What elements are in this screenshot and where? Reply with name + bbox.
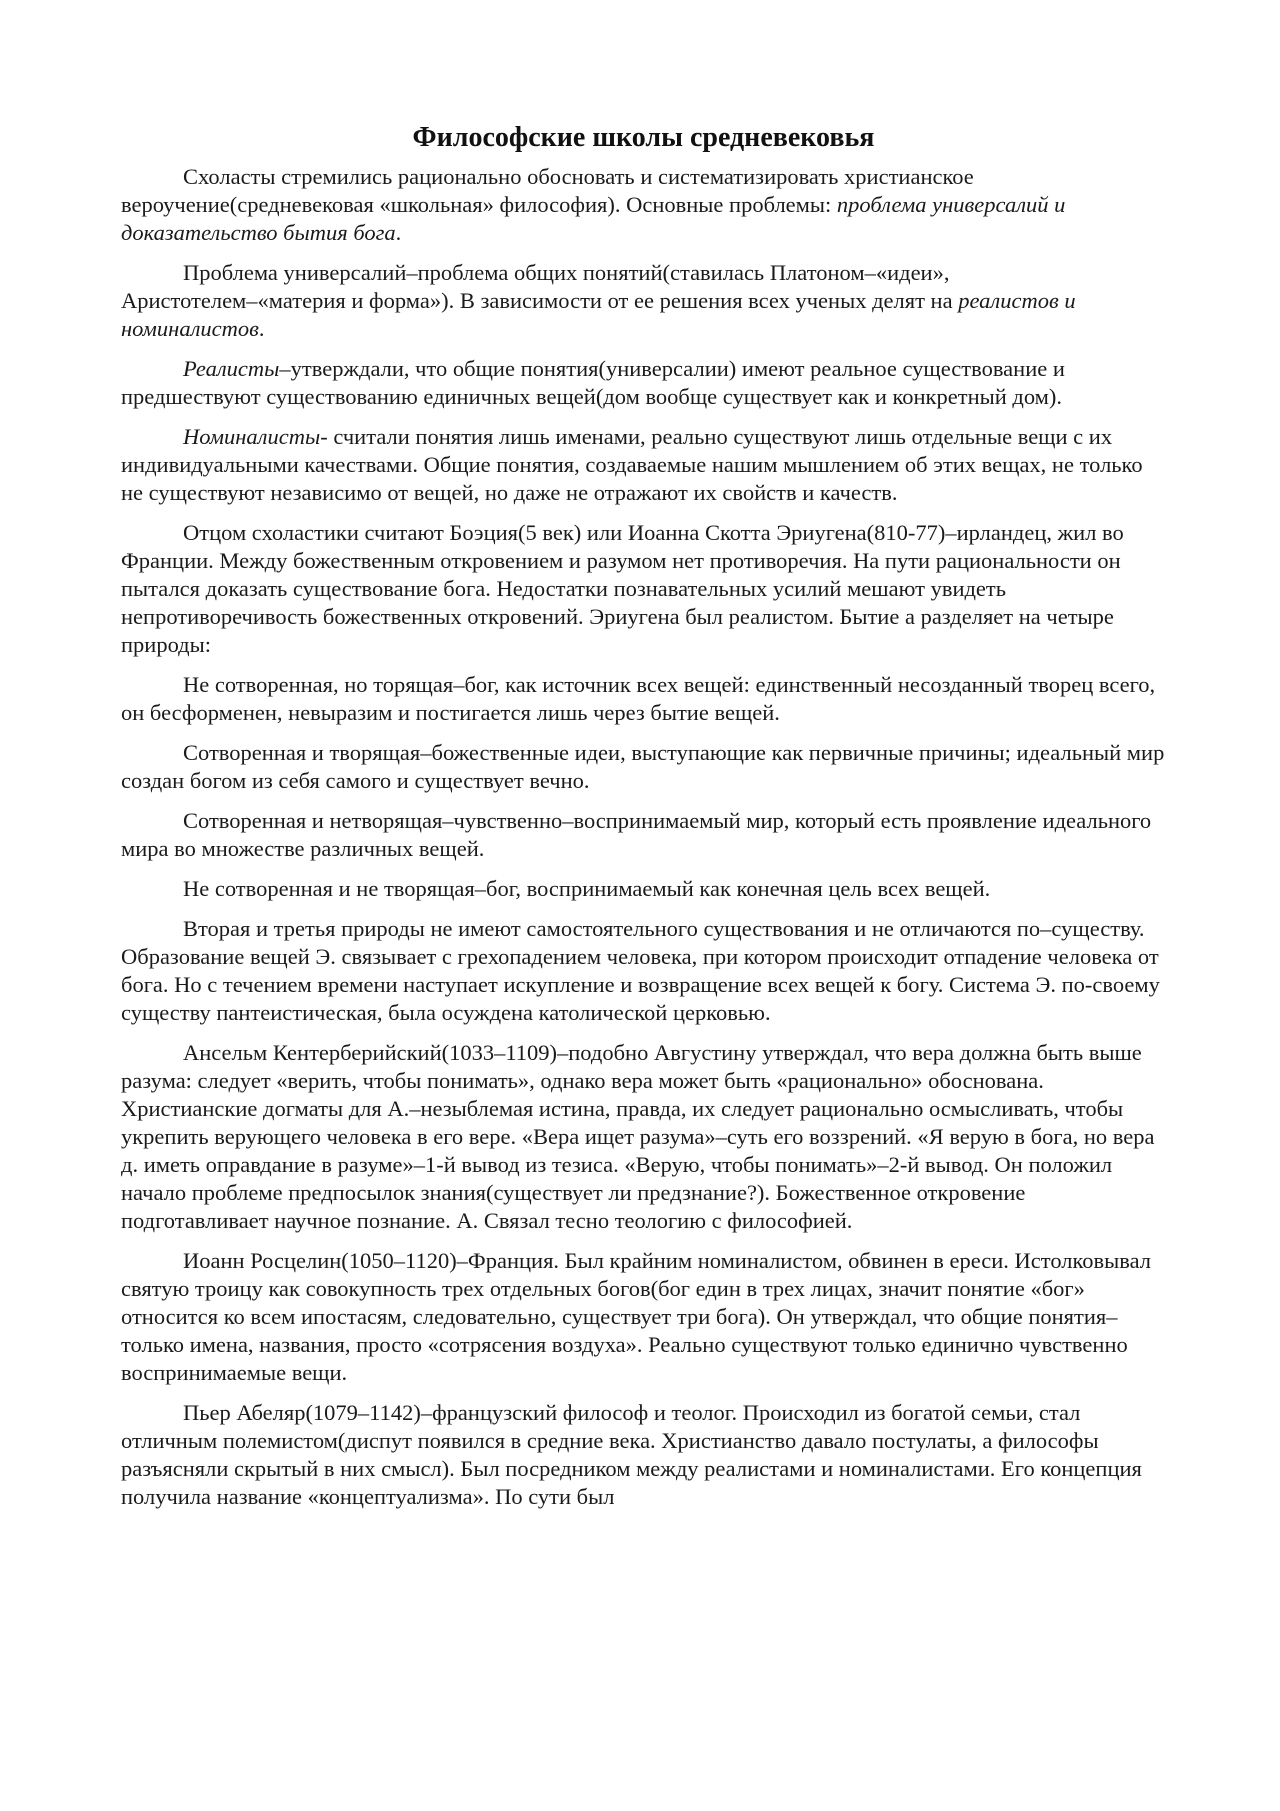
paragraph-roscelin: Иоанн Росцелин(1050–1120)–Франция. Был крайним номиналистом, обвинен в ереси. Истолковывал святую троицу как совокупность трех отдельных богов(бог един в трех лицах, значит понятие «бог» относится ко всем ипостасям, следовательно, существует три бога). Он утверждал, что общие понятия–только имена, названия, просто «сотрясения воздуха». Реально существуют только единично чувственно воспринимаемые вещи.	[121, 1248, 1152, 1385]
document-body	[121, 120, 1166, 1523]
paragraph-realists	[121, 355, 1166, 411]
paragraph-emphasis: реалистов и номиналистов	[121, 288, 1076, 341]
paragraph-emphasis: Номиналисты	[183, 424, 321, 449]
paragraph-anselm: Ансельм Кентерберийский(1033–1109)–подобно Августину утверждал, что вера должна быть выше разума: следует «верить, чтобы понимать», однако вера может быть «рационально» обоснована. Христианские догматы для А.–незыблемая истина, правда, их следует рационально осмысливать, чтобы укрепить верующего человека в его вере. «Вера ищет разума»–суть его воззрений. «Я верую в бога, но вера д. иметь оправдание в разуме»–1-й вывод из тезиса. «Верую, чтобы понимать»–2-й вывод. Он положил начало проблеме предпосылок знания(существует ли предзнание?). Божественное откровение подготавливает научное познание. А. Связал тесно теологию с философией.	[121, 1040, 1155, 1233]
paragraph-emphasis: проблема универсалий и доказательство бытия бога	[121, 192, 1066, 245]
paragraph-text: Схоласты стремились рационально обосновать и систематизировать христианское вероучение(средневековая «школьная» философия). Основные проблемы:	[121, 164, 974, 217]
paragraph-eriugena: Отцом схоластики считают Боэция(5 век) или Иоанна Скотта Эриугена(810-77)–ирландец, жил во Франции. Между божественным откровением и разумом нет противоречия. На пути рациональности он пытался доказать существование бога. Недостатки познавательных усилий мешают увидеть непротиворечивость божественных откровений. Эриугена был реалистом. Бытие а разделяет на четыре природы:	[121, 520, 1124, 657]
paragraph-universals	[121, 259, 1166, 343]
paragraph-scholastics	[121, 163, 1166, 247]
paragraph-nature-3: Сотворенная и нетворящая–чувственно–воспринимаемый мир, который есть проявление идеального мира во множестве различных вещей.	[121, 808, 1152, 861]
paragraph-text: –утверждали, что общие понятия(универсалии) имеют реальное существование и предшествуют существованию единичных вещей(дом вообще существует как и конкретный дом).	[121, 356, 1065, 409]
paragraph-text: .	[258, 316, 265, 341]
paragraph-nature-4: Не сотворенная и не творящая–бог, воспринимаемый как конечная цель всех вещей.	[183, 876, 991, 901]
paragraph-text: Проблема универсалий–проблема общих понятий(ставилась Платоном–«идеи», Аристотелем–«материя и форма»). В зависимости от ее решения всех ученых делят на	[121, 260, 959, 313]
paragraph-text: .	[395, 220, 402, 245]
paragraph-emphasis: Реалисты	[183, 356, 280, 381]
paragraph-nature-1: Не сотворенная, но торящая–бог, как источник всех вещей: единственный несозданный творец всего, он бесформенен, невыразим и постигается лишь через бытие вещей.	[121, 672, 1156, 725]
paragraph-pantheism: Вторая и третья природы не имеют самостоятельного существования и не отличаются по–существу. Образование вещей Э. связывает с грехопадением человека, при котором происходит отпадение человека от бога. Но с течением времени наступает искупление и возвращение всех вещей к богу. Система Э. по-своему существу пантеистическая, была осуждена католической церковью.	[121, 916, 1160, 1025]
paragraph-text: - считали понятия лишь именами, реально существуют лишь отдельные вещи с их индивидуальными качествами. Общие понятия, создаваемые нашим мышлением об этих вещах, не только не существуют независимо от вещей, но даже не отражают их свойств и качеств.	[121, 424, 1143, 505]
paragraph-nominalists	[121, 423, 1166, 507]
paragraph-abelard: Пьер Абеляр(1079–1142)–французский философ и теолог. Происходил из богатой семьи, стал отличным полемистом(диспут появился в средние века. Христианство давало постулаты, а философы разъясняли скрытый в них смысл). Был посредником между реалистами и номиналистами. Его концепция получила название «концептуализма». По сути был	[121, 1400, 1142, 1509]
paragraph-nature-2: Сотворенная и творящая–божественные идеи, выступающие как первичные причины; идеальный мир создан богом из себя самого и существует вечно.	[121, 740, 1165, 793]
page-title: Философские школы средневековья	[412, 122, 875, 153]
